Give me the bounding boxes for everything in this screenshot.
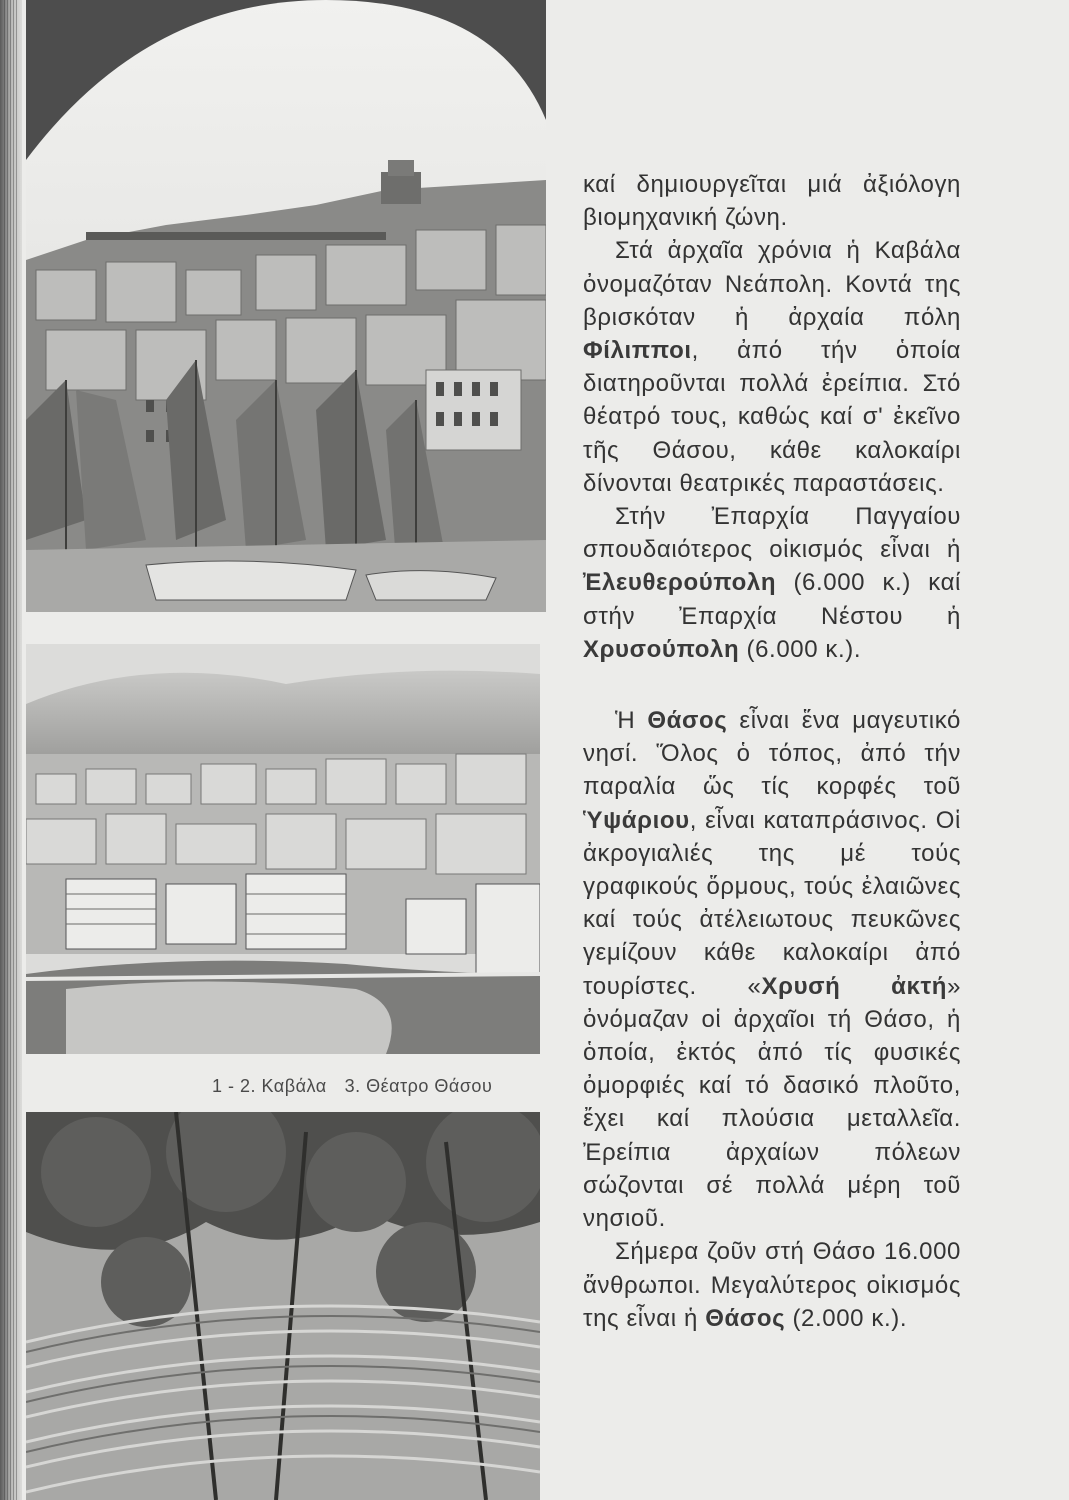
paragraph-2: Στά ἀρχαῖα χρόνια ἡ Καβάλα ὀνομαζόταν Νεάπολη. Κοντά της βρισκόταν ἡ ἀρχαία πόλη Φίλιπποι, ἀπό τήν ὁποία διατηροῦνται πολλά ἐρείπια. Στό θέατρό τους, καθώς καί σ' ἐκεῖνο τῆς Θάσου, κάθε καλοκαίρι δίνονται θεατρικές παραστάσεις.	[583, 237, 961, 497]
bold-ypsarion: Ὑψάριου	[583, 806, 690, 834]
bold-thasos-town: Θάσος	[705, 1304, 786, 1332]
page-edge-lines	[4, 0, 18, 1500]
photo-thasos-theatre	[26, 1112, 540, 1500]
bold-chrysi-akti: Χρυσή ἀκτή	[761, 972, 948, 1000]
photo-kavala-aerial	[26, 644, 540, 1054]
bold-eleftheroupoli: Ἐλευθερούπολη	[583, 569, 777, 597]
bold-philippoi: Φίλιπποι	[583, 337, 692, 365]
paragraph-1: καί δημιουργεῖται μιά ἀξιόλογη βιομηχανική ζώνη.	[583, 171, 961, 232]
photo-caption	[212, 1076, 542, 1097]
caption-part-1: 1 - 2. Καβάλα	[212, 1076, 327, 1096]
caption-part-2: 3. Θέατρο Θάσου	[344, 1076, 493, 1096]
paragraph-5: Σήμερα ζοῦν στή Θάσο 16.000 ἄνθρωποι. Μεγαλύτερος οἰκισμός της εἶναι ἡ Θάσος (2.000 κ.).	[583, 1238, 961, 1332]
bold-thasos: Θάσος	[647, 707, 728, 735]
paragraph-4: Ἡ Θάσος εἶναι ἕνα μαγευτικό νησί. Ὅλος ὁ τόπος, ἀπό τήν παραλία ὥς τίς κορφές τοῦ Ὑψάριου, εἶναι καταπράσινος. Οἱ ἀκρογιαλιές της μέ τούς γραφικούς ὅρμους, τούς ἐλαιῶνες καί τούς ἀτέλειωτους πευκῶνες γεμίζουν κάθε καλοκαίρι ἀπό τουρίστες. «Χρυσή ἀκτή» ὀνόμαζαν οἱ ἀρχαῖοι τή Θάσο, ἡ ὁποία, ἐκτός ἀπό τίς φυσικές ὀμορφιές καί τό δασικό πλοῦτο, ἔχει καί πλούσια μεταλλεῖα. Ἐρείπια ἀρχαίων πόλεων σώζονται σέ πολλά μέρη τοῦ νησιοῦ.	[583, 707, 962, 1233]
body-text-column	[583, 168, 961, 1335]
photo-kavala-harbour	[26, 0, 546, 612]
bold-chrysoupoli: Χρυσούπολη	[583, 635, 740, 663]
paragraph-3: Στήν Ἐπαρχία Παγγαίου σπουδαιότερος οἰκισμός εἶναι ἡ Ἐλευθερούπολη (6.000 κ.) καί στήν Ἐπαρχία Νέστου ἡ Χρυσούπολη (6.000 κ.).	[583, 503, 961, 663]
